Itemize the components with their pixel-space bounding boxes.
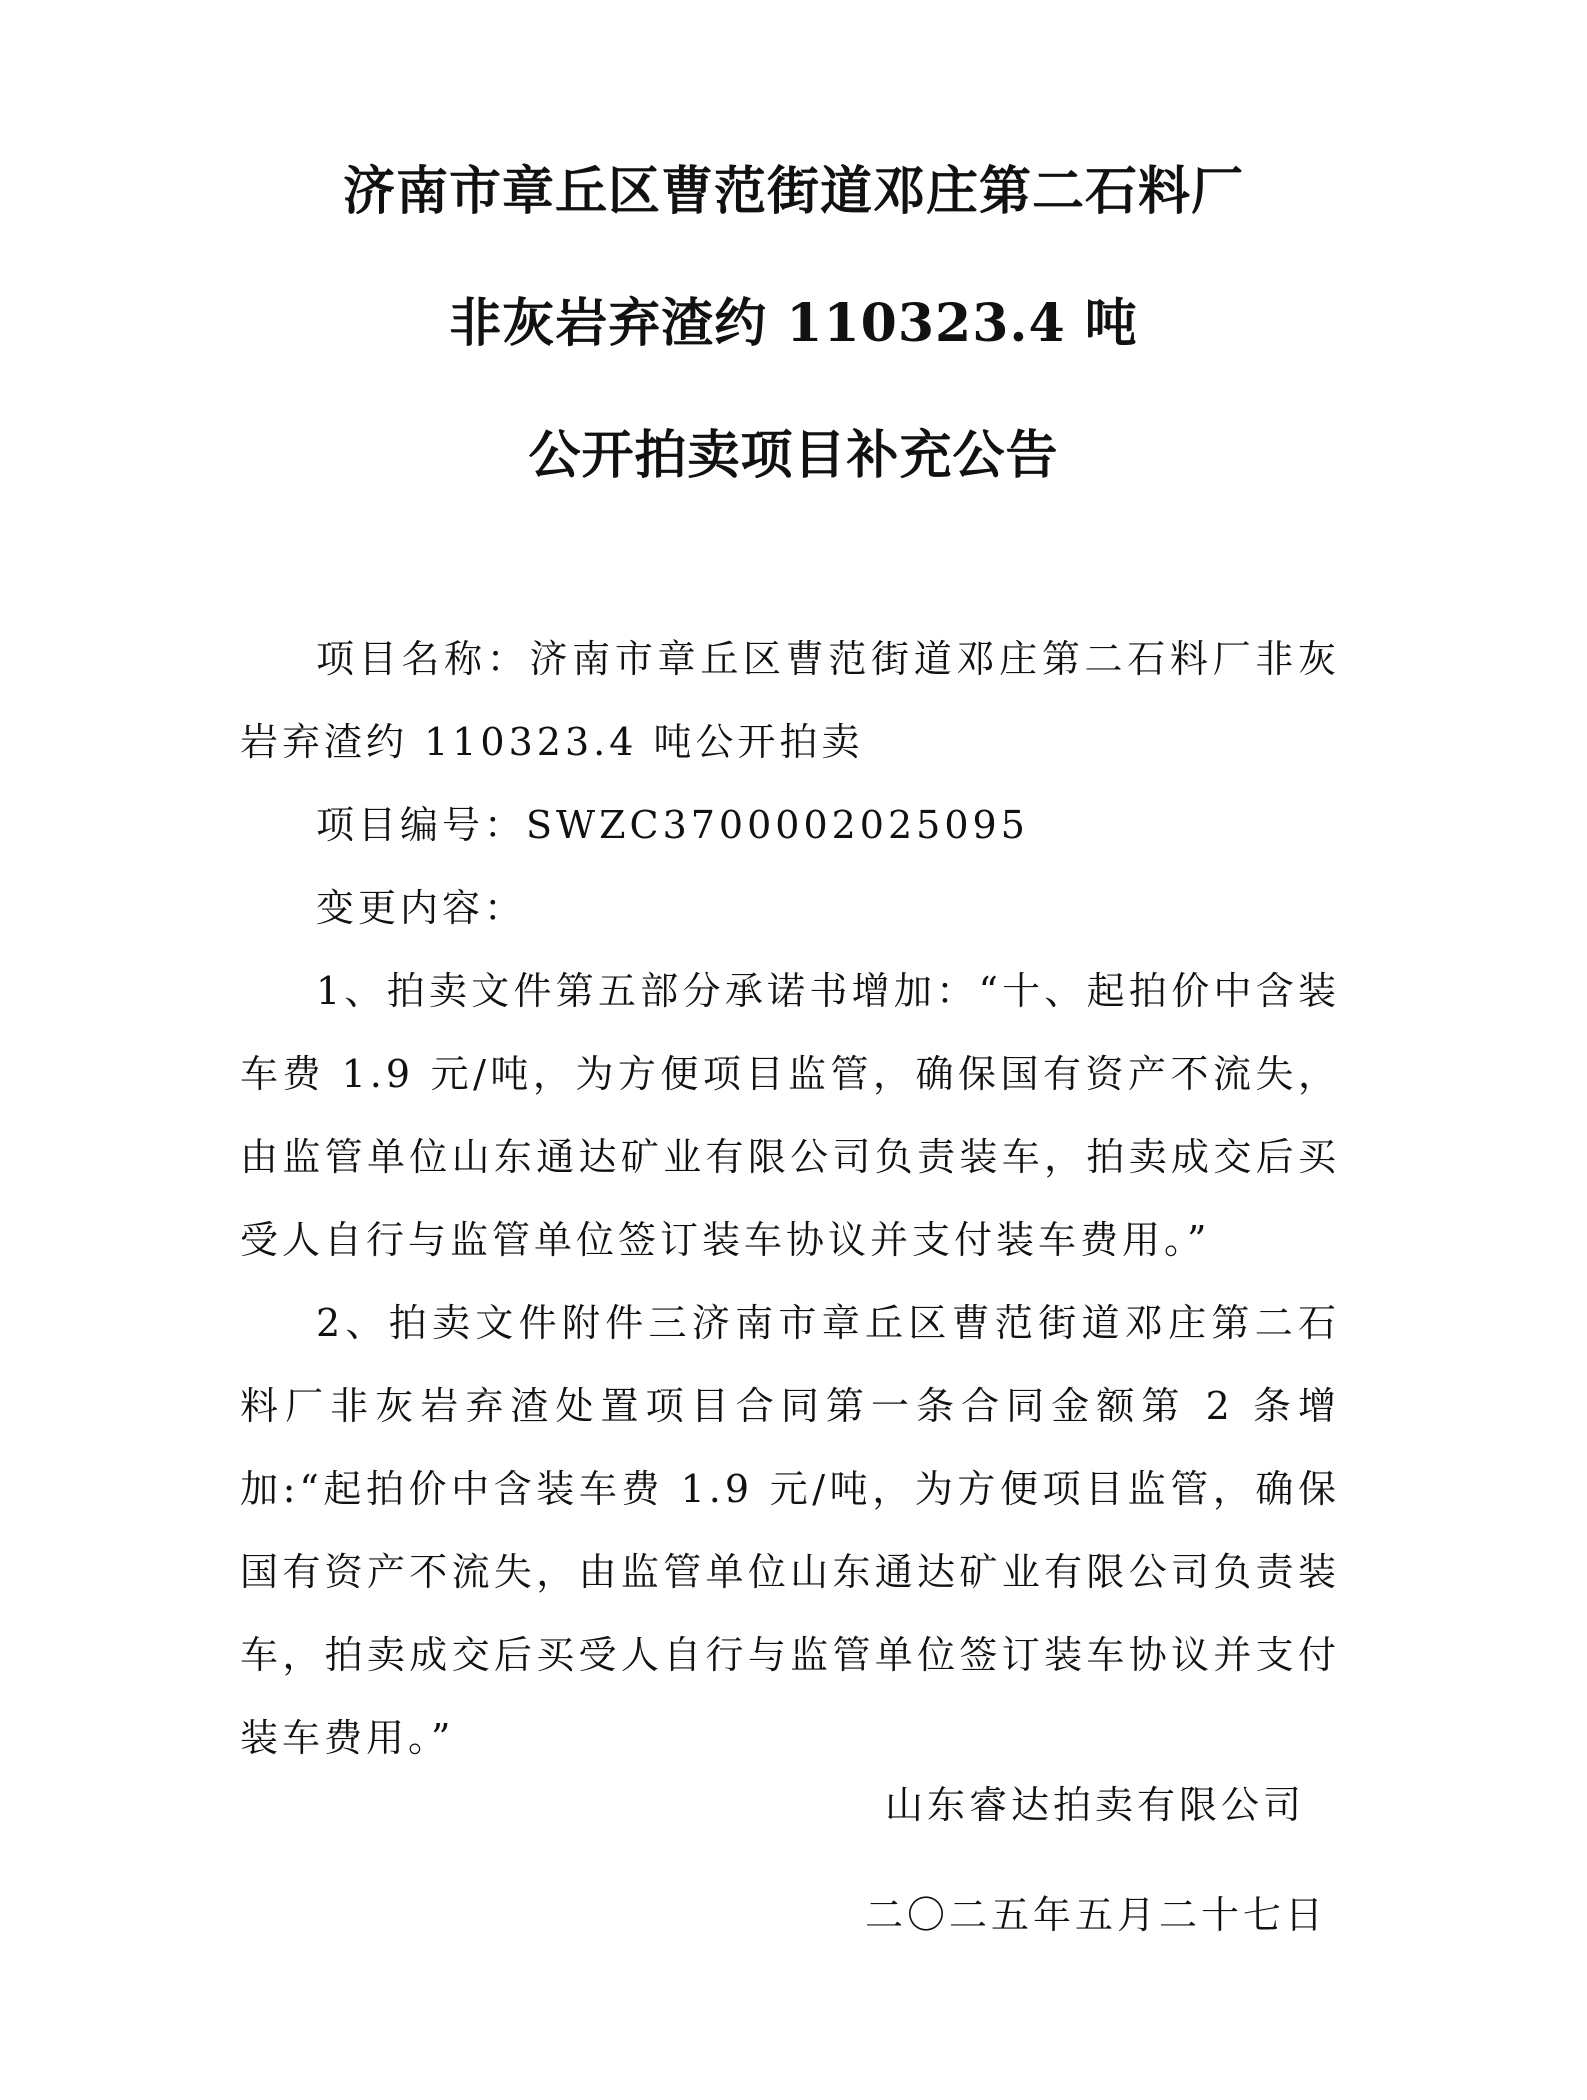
title-line-1: 济南市章丘区曹范街道邓庄第二石料厂: [342, 161, 1244, 222]
announcement-body: [240, 618, 1340, 1780]
signature-company: 山东睿达拍卖有限公司: [885, 1783, 1306, 1827]
project-number: 项目编号：SWZC3700002025095: [316, 803, 1029, 847]
change-heading: 变更内容：: [316, 886, 527, 930]
change-item-2: 2、拍卖文件附件三济南市章丘区曹范街道邓庄第二石料厂非灰岩弃渣处置项目合同第一条合同金额第 2 条增加:“起拍价中含装车费 1.9 元/吨，为方便项目监管，确保国有资产不流失，由监管单位山东通达矿业有限公司负责装车，拍卖成交后买受人自行与监管单位签订装车协议并支付装车费用。”: [240, 1301, 1340, 1760]
signature-date: 二〇二五年五月二十七日: [865, 1893, 1328, 1937]
title-line-2: 非灰岩弃渣约 110323.4 吨: [449, 293, 1138, 354]
change-item-1: 1、拍卖文件第五部分承诺书增加：“十、起拍价中含装车费 1.9 元/吨，为方便项目监管，确保国有资产不流失，由监管单位山东通达矿业有限公司负责装车，拍卖成交后买受人自行与监管单位签订装车协议并支付装车费用。”: [240, 969, 1340, 1262]
project-name: 项目名称：济南市章丘区曹范街道邓庄第二石料厂非灰岩弃渣约 110323.4 吨公开拍卖: [240, 637, 1340, 764]
title-line-3: 公开拍卖项目补充公告: [528, 425, 1059, 486]
